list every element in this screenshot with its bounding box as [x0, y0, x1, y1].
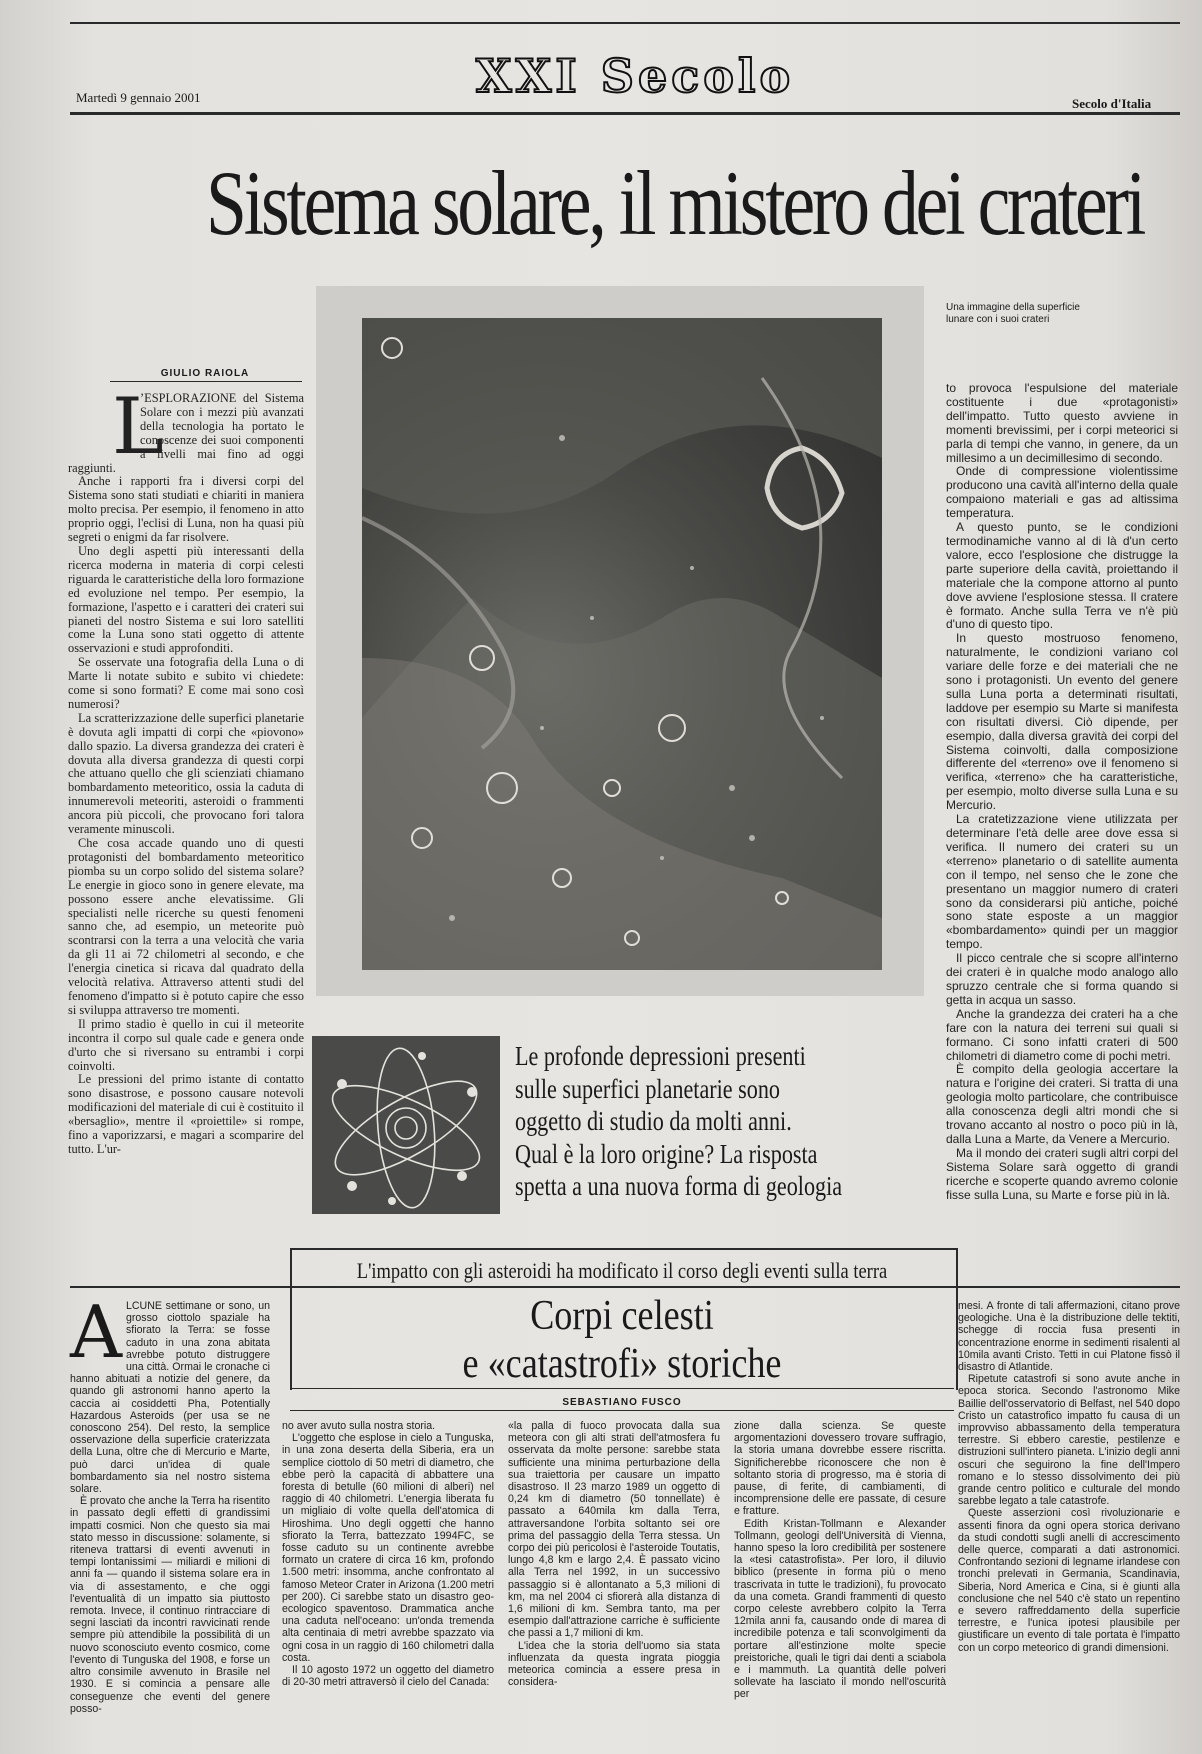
paragraph: È provato che anche la Terra ha risentito in passato degli effetti di grandissimi impatti cosmici. Non che questo sia mai stato messo in discussione: solamente, si riteneva trattarsi di eventi avvenuti in tempi lontanissimi — miliardi e milioni di anni fa — quando il sistema solare era in via di assestamento, e che oggi l'eventualità di un impatto sia piuttosto remota. Invece, il continuo rintracciare di segni lasciati da incontri ravvicinati rende sempre più attendibile la possibilità di un nuovo sconosciuto evento cosmico, come l'evento di Tunguska del 1908, e forse un altro consimile avvenuto in Brasile nel 1930. E si comincia a pensare alle conseguenze che eventi del genere posso- — [70, 1495, 270, 1715]
paragraph: Ma il mondo dei crateri sugli altri corpi del Sistema Solare sarà oggetto di grandi ricerche e scoperte quando avremo colonie fisse sulla Luna, su Marte e forse più in là. — [946, 1145, 1178, 1202]
paragraph: Anche i rapporti fra i diversi corpi del Sistema sono stati studiati e chiariti in maniera molto precisa. Per esempio, il fenomeno in atto proprio oggi, l'eclisi di Luna, non ha quasi più segreti o enigmi da far risolvere. — [68, 474, 304, 545]
pullquote-line: spetta a una nuova forma di geologia — [515, 1171, 843, 1201]
article2-dropcap: A — [70, 1290, 122, 1374]
pullquote-line: Le profonde depressioni presenti — [515, 1041, 806, 1071]
article2-column-2 — [282, 1420, 494, 1748]
headline: Sistema solare, il mistero dei crateri — [206, 152, 1144, 254]
paragraph: Uno degli aspetti più interessanti della ricerca moderna in materia di corpi celesti riguarda le caratteristiche della loro formazione ed evoluzione nel tempo. Per esempio, la formazione, l'aspetto e i caratteri dei crateri sui pianeti del nostro Sistema e sui loro satelliti come la Luna sono stati oggetto di attente osservazioni e studi approfonditi. — [68, 543, 304, 656]
paragraph: A questo punto, se le condizioni termodinamiche vanno al di là d'un certo valore, ecco l'esplosione che distrugge la parte superiore della cavità, proiettando il materiale che la compone attorno al punto dove avviene l'esplosione stessa. Il cratere è formato. Anche sulla Terra ve n'è più d'uno di questo tipo. — [946, 520, 1178, 632]
byline: GIULIO RAIOLA — [160, 368, 250, 379]
paragraph: Che cosa accade quando uno di questi protagonisti del bombardamento meteoritico piomba su un corpo solido del sistema solare? Le energie in gioco sono in genere elevate, ma possono essere anche elevatissime. Gli specialisti nelle ricerche su questi fenomeni sanno che, ad esempio, un meteorite può scontrarsi con la terra a una velocità che varia da gli 11 ai 72 chilometri al secondo, e che l'energia cinetica si ricava dal quadrato della velocità relativa. Attraverso attenti studi del fenomeno d'impatto si è potuto capire che esso si sviluppa attraverso tre momenti. — [68, 836, 304, 1017]
paragraph: È compito della geologia accertare la natura e l'origine dei crateri. Si tratta di una geologia molto particolare, che contribuisce alla conoscenza degli altri mondi che si trovano accanto al nostro o poco più in là, dalla Luna a Marte, da Venere a Mercurio. — [946, 1062, 1178, 1146]
masthead-title: XXI Secolo — [475, 49, 795, 103]
pullquote — [515, 1040, 843, 1203]
atom-icon — [312, 1036, 500, 1214]
paragraph: La cratetizzazione viene utilizzata per determinare l'età delle aree dove essa si verifica. Il numero dei crateri su un «terreno» planetario o di satellite aumenta con il tempo, nel senso che le zone che presentano un maggior numero di crateri sono da considerarsi più antiche, poiché sono state esposte a un maggior «bombardamento» quindi per un maggior tempo. — [946, 812, 1178, 952]
paragraph: Onde di compressione violentissime producono una cavità all'interno della quale compaiono materiali e gas ad altissima temperatura. — [946, 464, 1178, 521]
paragraph: Ripetute catastrofi si sono avute anche in epoca storica. Secondo l'astronomo Mike Baillie dell'osservatorio di Belfast, nel 540 dopo Cristo un catastrofico impatto fu causa di un improvviso abbassamento della temperatura terrestre. Si ebbero carestie, pestilenze e distruzioni sull'intero pianeta. L'inizio degli anni oscuri che seguirono la fine dell'Impero romano e lo stesso dissolvimento dei più grande centro politico e culturale del mondo sarebbe legato a tale catastrofe. — [958, 1373, 1180, 1508]
paragraph: Il 10 agosto 1972 un oggetto del diametro di 20-30 metri attraversò il cielo del Canada: — [282, 1664, 494, 1689]
paragraph: L'oggetto che esplose in cielo a Tunguska, in una zona deserta della Siberia, era un semplice ciottolo di 50 metri di diametro, che ebbe però la capacità di abbattere una foresta di betulle (60 milioni di alberi) nel raggio di 40 chilometri. L'energia liberata fu un migliaio di volte quella dell'atomica di Hiroshima. Uno degli oggetti che hanno sfiorato la Terra, battezzato 1994FC, se fosse caduto su un continente avrebbe formato un cratere di circa 16 km, profondo 1.500 metri: insomma, anche confrontato al famoso Meteor Crater in Arizona (1.200 metri per 200). Ci sarebbe stato un disastro geo-ecologico spaventoso. Drammatica anche una caduta nell'oceano: un'onda tremenda alta centinaia di metri avrebbe spazzato via ogni cosa in un raggio di 160 chilometri dalla costa. — [282, 1432, 494, 1664]
pullquote-line: sulle superfici planetarie sono — [515, 1073, 780, 1104]
paragraph: no aver avuto sulla nostra storia. — [282, 1420, 436, 1432]
paragraph: Le pressioni del primo istante di contatto sono disastrose, e possono causare notevoli modificazioni del materiale di cui è costituito il «bersaglio», mentre il «proiettile» si rompe, fino a vaporizzarsi, e magari a scomparire del tutto. L'ur- — [68, 1072, 304, 1156]
pullquote-line: Qual è la loro origine? La risposta — [515, 1138, 818, 1169]
article2-column-3 — [508, 1420, 720, 1748]
paragraph: Edith Kristan-Tollmann e Alexander Tollmann, geologi dell'Università di Vienna, hanno speso la loro credibilità per sostenere la «tesi catastrofista». Per loro, il diluvio biblico (presente in forma più o meno trascrivata in tutte le tradizioni), fu provocato da una cometa. Grandi frammenti di questo corpo celeste avrebbero colpito la Terra 12mila anni fa, causando onde di marea di incredibile potenza e tali sconvolgimenti da portare all'estinzione molte specie preistoriche, quali le tigri dai denti a sciabola e i mammuth. La quantità delle polveri sollevate ha lasciato il mondo nell'oscurità per — [734, 1517, 946, 1701]
paragraph: LCUNE settimane or sono, un grosso ciottolo spaziale ha sfiorato la Terra: se fosse caduto in una zona abitata avrebbe potuto distruggere una città. Ormai le cronache ci hanno abituati a notizie del genere, da quando gli astronomi hanno aperto la caccia ai cosiddetti Pha, Potentially Hazardous Asteroids (per usa se ne conoscono 254). Del resto, la semplice osservazione della superficie craterizzata della Luna, oltre che di Mercurio e Marte, può darci un'idea di quale bombardamento sia nel nostro sistema solare. — [70, 1300, 270, 1496]
article2-kicker: L'impatto con gli asteroidi ha modificato il corso degli eventi sulla terra — [356, 1258, 888, 1283]
article2-column-5 — [958, 1300, 1180, 1748]
paragraph: L'idea che la storia dell'uomo sia stata influenzata da questa ingrata pioggia meteorica comincia a essere presa in considera- — [508, 1639, 720, 1689]
paragraph: La scratterizzazione delle superfici planetarie è dovuta agli impatti di corpi che «piovono» dallo spazio. La diversa grandezza dei crateri è dovuta alla diversa grandezza di questi corpi che attuano quello che gli scienziati chiamano bombardamento meteoritico, ossia la caduta di innumerevoli meteoriti, asteroidi o frammenti ancora più piccoli, che provocano fori talora veramente minuscoli. — [68, 710, 304, 837]
masthead-date: Martedì 9 gennaio 2001 — [76, 90, 201, 105]
article2-title-line1: Corpi celesti — [530, 1293, 714, 1339]
paragraph: Il picco centrale che si scopre all'interno dei crateri è in qualche modo analogo allo spruzzo centrale che si forma quando si getta in acqua un sasso. — [946, 951, 1178, 1007]
article2-byline: SEBASTIANO FUSCO — [562, 1397, 682, 1408]
article1-column-right — [946, 382, 1178, 1232]
paragraph: mesi. A fronte di tali affermazioni, citano prove geologiche. Una è la distribuzione delle tektiti, schegge di roccia fusa presenti in concentrazione enorme in sedimenti risalenti al 10mila avanti Cristo. Tetti in cui Platone fissò il disastro di Atlantide. — [958, 1300, 1180, 1374]
article2-rule — [70, 1286, 1180, 1288]
masthead-rule — [70, 112, 1180, 115]
article1-column-left — [68, 392, 304, 1222]
paragraph: «la palla di fuoco provocata dalla sua meteora con gli alti strati dell'atmosfera fu osservata da molte persone: sarebbe stata sufficiente una minima perturbazione della sua traiettoria per causare un impatto disastroso. Il 23 marzo 1989 un oggetto di 0,24 km di diametro (50 tonnellate) è passato a 640mila km dalla Terra, attraversandone l'orbita soltanto sei ore prima del passaggio della Terra stessa. Un corpo dei più pericolosi è l'asteroide Toutatis, lungo 4,8 km e largo 2,4. È passato vicino alla Terra nel 1992, in un successivo passaggio si è allontanato a 5,3 milioni di km, ma nel 2004 ci sfiorerà alla distanza di 1,6 milioni di km. Sembra tanto, ma per esempio dall'attrazione carriche è sufficiente che passi a 1,7 milioni di km. — [508, 1420, 720, 1640]
dropcap: L — [112, 382, 164, 472]
pullquote-line: oggetto di studio da molti anni. — [515, 1106, 792, 1136]
paragraph: ’ESPLORAZIONE del Sistema Solare con i mezzi più avanzati della tecnologia ha portato le conoscenze dei suoi componenti a livelli mai fino ad oggi raggiunti. — [68, 392, 304, 475]
photo-caption: Una immagine della superficie lunare con i suoi crateri — [946, 302, 1080, 325]
paragraph: In questo mostruoso fenomeno, naturalmente, le condizioni variano col variare delle forze e dei materiali che ne sono i protagonisti. Un evento del genere sulla Luna porta a determinati risultati, laddove per esempio su Marte si manifesta con risultati diversi. Ciò dipende, per esempio, dalla diversa gravità dei corpi del Sistema coinvolti, dalla composizione differente del «terreno» ove il fenomeno si verifica, «terreno» che ha caratteristiche, per esempio, molto diverse sulla Luna e su Mercurio. — [946, 631, 1178, 813]
masthead-paper: Secolo d'Italia — [1072, 96, 1152, 111]
moon-craters-graphic — [362, 318, 882, 970]
paragraph: Anche la grandezza dei crateri ha a che fare con la natura dei terreni sui quali si formano. Ci sono infatti crateri di 500 chilometri di diametro come di pochi metri. — [946, 1006, 1178, 1063]
paragraph: zione dalla scienza. Se queste argomentazioni dovessero trovare suffragio, la storia umana dovrebbe essere riscritta. Significherebbe riconoscere che non è soltanto storia di progresso, ma è storia di pause, di ferite, di cambiamenti, di incomprensione delle ere passate, di cesure e fratture. — [734, 1420, 946, 1518]
byline-rule-bottom — [290, 1410, 954, 1411]
paragraph: Il primo stadio è quello in cui il meteorite incontra il corpo sul quale cade e genera onde d'urto che si riversano su entrambi i corpi coinvolti. — [68, 1016, 304, 1073]
paragraph: to provoca l'espulsione del materiale costituente i due «protagonisti» dell'impatto. Tutto questo avviene in momenti brevissimi, per i corpi meteorici si parla di tempi che vanno, in genere, da un millesimo a un decimillesimo di secondo. — [946, 382, 1178, 465]
atom-illustration — [312, 1036, 500, 1214]
top-rule — [70, 22, 1180, 24]
article2-column-4 — [734, 1420, 946, 1748]
paragraph: Se osservate una fotografia della Luna o di Marte li notate subito e subito vi chiedete: come si sono formati? E come mai sono così numerosi? — [68, 655, 304, 711]
paragraph: Queste asserzioni così rivoluzionarie e assenti finora da ogni opera storica derivano da studi condotti sugli anelli di accrescimento delle querce, comparati a dati astronomici. Confrontando sezioni di legname irlandese con tronchi prelevati in Germania, Scandinavia, Siberia, Nord America e Cina, si è giunti alla conclusione che nel 540 c'è stato un repentino e severo raffreddamento della superficie terrestre, e l'unica ipotesi plausibile per giustificare un evento di tale portata è l'impatto con un corpo meteorico di grandi dimensioni. — [958, 1507, 1180, 1654]
moon-surface-photo — [362, 318, 882, 970]
article2-title-line2: e «catastrofi» storiche — [462, 1341, 782, 1387]
article2-column-1 — [70, 1300, 270, 1748]
byline-rule-top — [290, 1388, 954, 1389]
